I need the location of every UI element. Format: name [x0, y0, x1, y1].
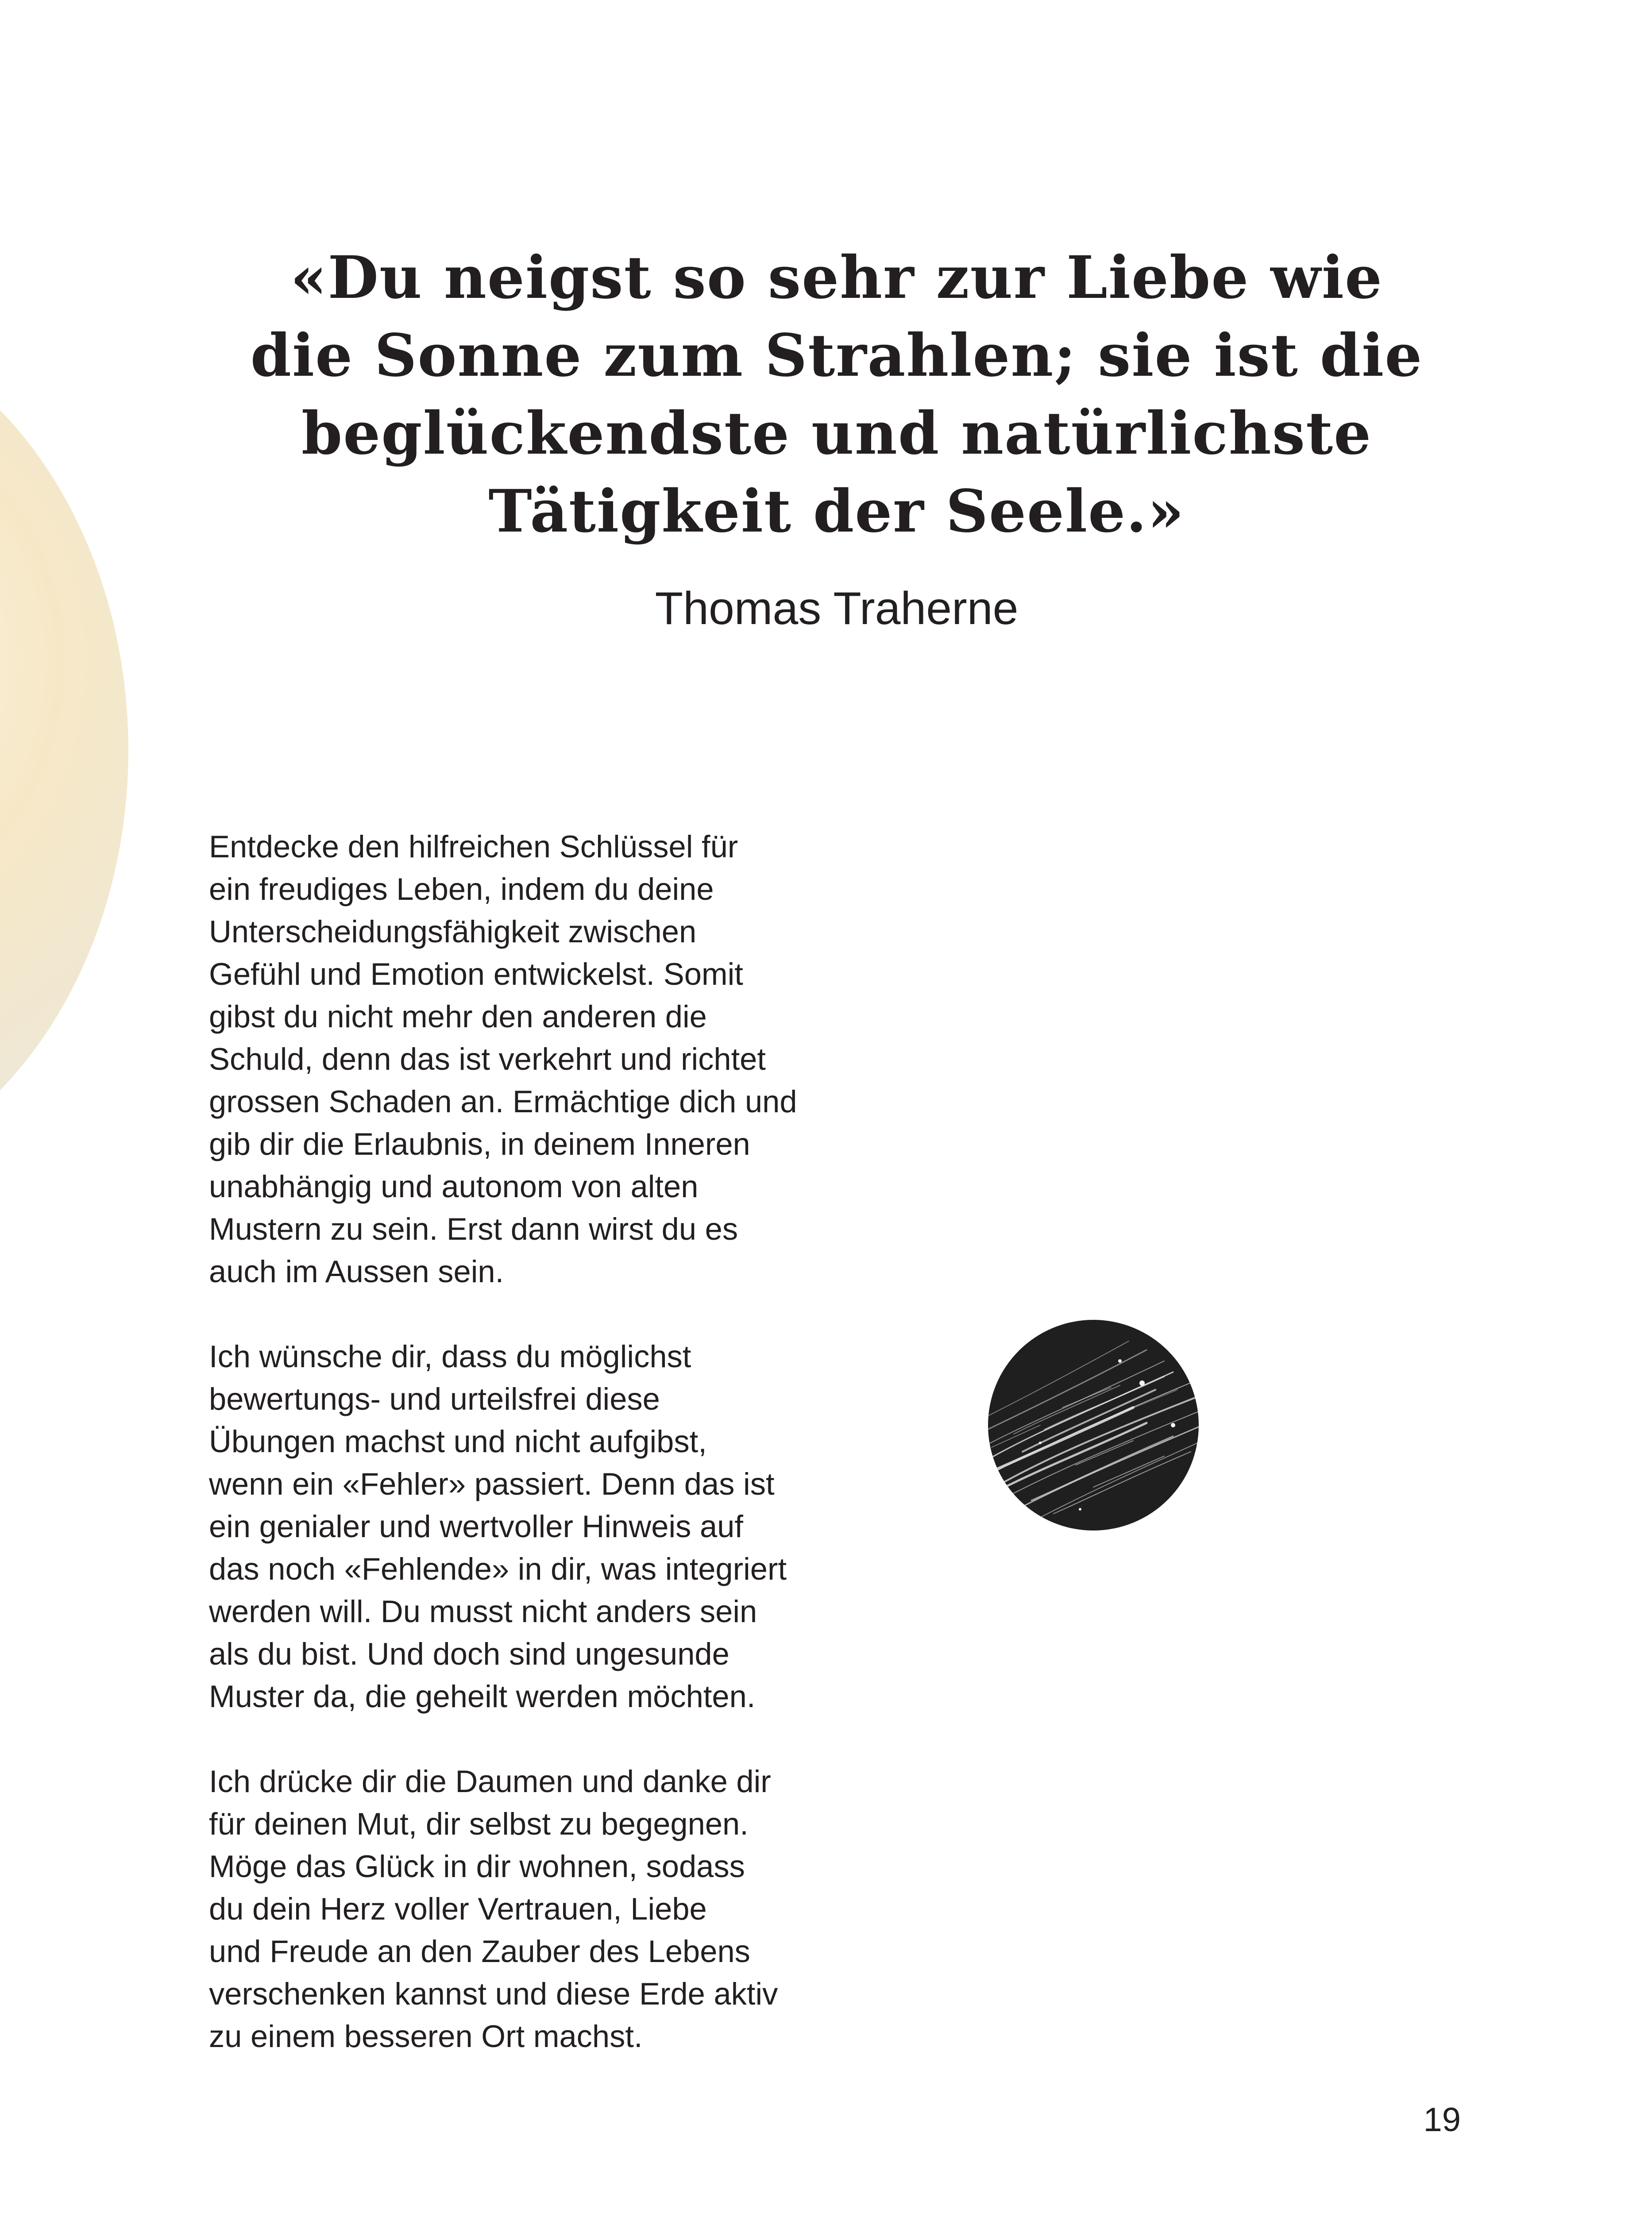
textured-dark-circle-image [987, 1319, 1200, 1531]
decorative-pastel-disc [0, 310, 128, 1191]
text-line: bewertungs- und urteilsfrei diese [209, 1381, 660, 1416]
text-line: und Freude an den Zauber des Lebens [209, 1934, 750, 1969]
quote-line: beglückendste und natürlichste [301, 399, 1372, 468]
quote [248, 239, 1425, 551]
text-line: ein genialer und wertvoller Hinweis auf [209, 1509, 743, 1544]
quote-line: die Sonne zum Strahlen; sie ist die [250, 321, 1423, 390]
quote-author: Thomas Traherne [655, 583, 1019, 634]
text-line: ein freudiges Leben, indem du deine [209, 871, 714, 906]
text-line: gibst du nicht mehr den anderen die [209, 999, 707, 1034]
quote-line: Tätigkeit der Seele.» [488, 477, 1185, 546]
text-line: als du bist. Und doch sind ungesunde [209, 1636, 730, 1671]
page-number: 19 [1423, 2101, 1461, 2139]
text-line: Entdecke den hilfreichen Schlüssel für [209, 829, 738, 864]
paragraph [209, 1335, 838, 1718]
paragraph [209, 825, 838, 1293]
text-line: das noch «Fehlende» in dir, was integriert [209, 1551, 787, 1586]
text-line: unabhängig und autonom von alten [209, 1169, 699, 1204]
quote-line: «Du neigst so sehr zur Liebe wie [290, 243, 1383, 312]
text-line: Unterscheidungsfähigkeit zwischen [209, 914, 697, 949]
body-text [209, 825, 838, 2058]
text-line: für deinen Mut, dir selbst zu begegnen. [209, 1806, 749, 1841]
text-line: auch im Aussen sein. [209, 1254, 504, 1289]
text-line: grossen Schaden an. Ermächtige dich und [209, 1084, 797, 1119]
text-line: Schuld, denn das ist verkehrt und richtet [209, 1041, 766, 1076]
text-line: du dein Herz voller Vertrauen, Liebe [209, 1891, 707, 1926]
text-line: Ich drücke dir die Daumen und danke dir [209, 1764, 771, 1799]
text-line: Möge das Glück in dir wohnen, sodass [209, 1849, 745, 1884]
text-line: gib dir die Erlaubnis, in deinem Inneren [209, 1126, 750, 1161]
text-line: Muster da, die geheilt werden möchten. [209, 1679, 756, 1714]
paragraph [209, 1760, 838, 2058]
text-line: zu einem besseren Ort machst. [209, 2019, 643, 2054]
text-line: werden will. Du musst nicht anders sein [209, 1594, 757, 1629]
text-line: wenn ein «Fehler» passiert. Denn das ist [209, 1466, 775, 1501]
text-line: Mustern zu sein. Erst dann wirst du es [209, 1211, 738, 1246]
text-line: verschenken kannst und diese Erde aktiv [209, 1976, 778, 2011]
text-line: Gefühl und Emotion entwickelst. Somit [209, 956, 743, 991]
text-line: Ich wünsche dir, dass du möglichst [209, 1339, 691, 1374]
text-line: Übungen machst und nicht aufgibst, [209, 1424, 707, 1459]
